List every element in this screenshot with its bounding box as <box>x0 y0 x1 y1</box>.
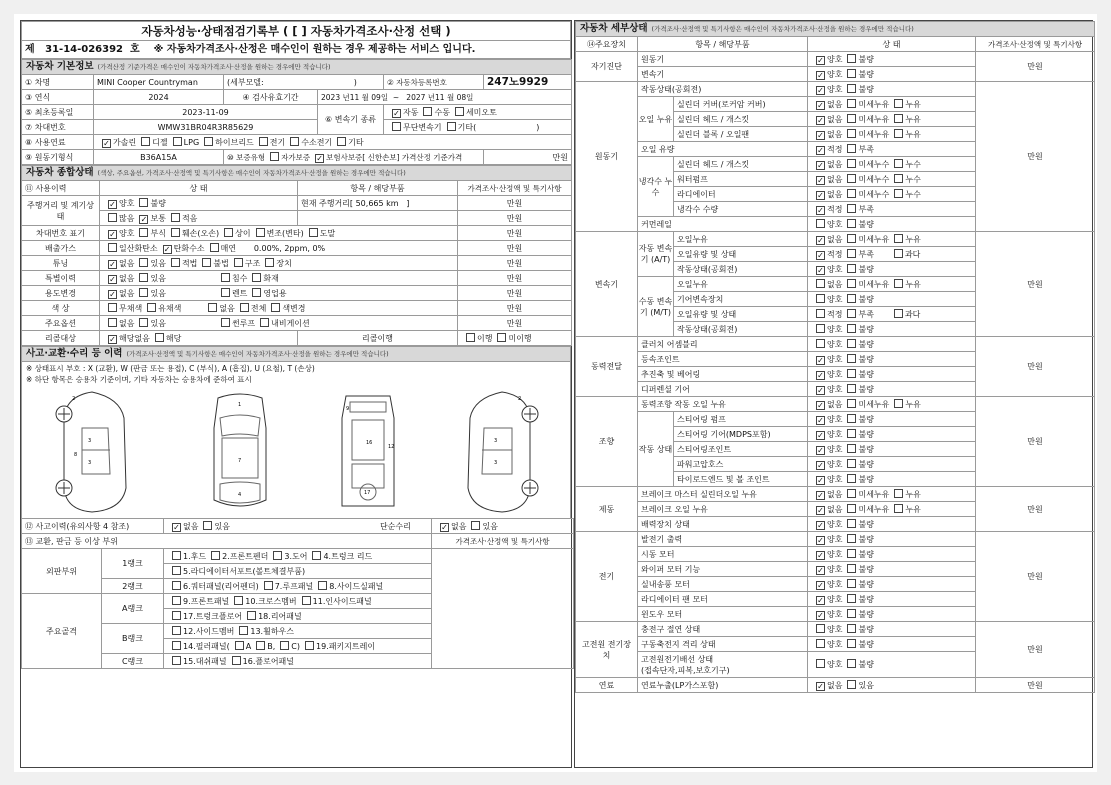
accident-heading: 사고·교환·수리 등 이력 (가격조사·산정액 및 특기사항은 매수인이 자동차가격조사·산정을 원하는 경우에만 적습니다) <box>22 347 571 362</box>
checkbox[interactable] <box>847 69 856 78</box>
svg-text:7: 7 <box>238 458 242 464</box>
checkbox[interactable] <box>221 273 230 282</box>
checkbox[interactable] <box>847 264 856 273</box>
checkbox[interactable] <box>392 122 401 131</box>
checkbox[interactable] <box>312 551 321 560</box>
checkbox[interactable] <box>440 523 449 532</box>
checkbox[interactable] <box>816 324 825 333</box>
checkbox[interactable] <box>847 594 856 603</box>
registration-number: 247노9929 <box>484 75 572 90</box>
car-diagram-area <box>21 386 571 518</box>
checkbox[interactable] <box>816 266 825 275</box>
checkbox[interactable] <box>816 596 825 605</box>
checkbox[interactable] <box>847 234 856 243</box>
checkbox[interactable] <box>240 303 249 312</box>
engine-type: B36A15A <box>94 150 224 165</box>
checkbox[interactable] <box>847 579 856 588</box>
overall-status-heading: 자동차 종합상태 (색상, 주요옵션, 가격조사·산정액 및 특기사항은 매수인이 자동차가격조사·산정을 원하는 경우에만 적습니다) <box>22 166 572 181</box>
checkbox[interactable] <box>847 489 856 498</box>
checkbox[interactable] <box>894 234 903 243</box>
checkbox[interactable] <box>163 245 172 254</box>
checkbox[interactable] <box>816 309 825 318</box>
checkbox[interactable] <box>816 624 825 633</box>
checkbox[interactable] <box>270 152 279 161</box>
checkbox[interactable] <box>847 369 856 378</box>
accident-table: 사고·교환·수리 등 이력 (가격조사·산정액 및 특기사항은 매수인이 자동차가격조사·산정을 원하는 경우에만 적습니다) ※ 상태표시 부호 : X (교환), W (판금 또는 용접), C (부식), A (흠집), U (요철), T (손상) ※ 하단 항목은 승용차 기준이며, 기타 자동차는 승용차에 준하여 표시 <box>21 346 571 386</box>
checkbox[interactable] <box>455 107 464 116</box>
checkbox[interactable] <box>202 258 211 267</box>
checkbox[interactable] <box>239 626 248 635</box>
checkbox[interactable] <box>234 258 243 267</box>
checkbox[interactable] <box>816 279 825 288</box>
svg-text:4: 4 <box>238 492 242 498</box>
record-no-label: 제 <box>25 44 35 55</box>
checkbox[interactable] <box>894 174 903 183</box>
checkbox[interactable] <box>847 659 856 668</box>
svg-text:2: 2 <box>518 396 522 402</box>
checkbox[interactable] <box>816 294 825 303</box>
checkbox[interactable] <box>847 414 856 423</box>
svg-text:17: 17 <box>364 490 371 496</box>
checkbox[interactable] <box>816 446 825 455</box>
checkbox[interactable] <box>309 228 318 237</box>
svg-text:9: 9 <box>346 406 350 412</box>
checkbox[interactable] <box>273 551 282 560</box>
checkbox[interactable] <box>208 303 217 312</box>
checkbox[interactable] <box>847 519 856 528</box>
checkbox[interactable] <box>108 243 117 252</box>
checkbox[interactable] <box>847 54 856 63</box>
checkbox[interactable] <box>894 399 903 408</box>
basic-info-table: 자동차 기본정보 (가격산정 기준가격은 매수인이 자동차가격조사·산정을 원하는 경우에만 적습니다) ① 차명 MINI Cooper Countryman (세부모델: ) ② 자동차등록번호 247노9929 ③ 연식 2024 ④ 검사유효기간 2023 년11 월 09일 ~ 2027 년11 월 08일 ⑤ 최초등록일 2023-11-09 ⑥ 변속기 종류 ✓자동 수동 세미오토 ⑦ 차대번호 WMW31BR04R3R85629 무단변속기 기타( ) ⑧ 사용연료 ✓ 가솔린 디젤 LPG 하이브리드 전기 수소전기 기타 ⑨ 원동기형식 B36A15A ⑩ 보증유형 자가보증✓ 보험사보증[ 신한손보] 가격산정 기준가격 만원 <box>21 59 572 165</box>
checkbox[interactable] <box>816 611 825 620</box>
checkbox[interactable] <box>235 641 244 650</box>
checkbox[interactable] <box>894 159 903 168</box>
checkbox[interactable] <box>847 219 856 228</box>
checkbox[interactable] <box>847 279 856 288</box>
checkbox[interactable] <box>847 159 856 168</box>
checkbox[interactable] <box>256 228 265 237</box>
checkbox[interactable] <box>816 56 825 65</box>
checkbox[interactable] <box>252 273 261 282</box>
checkbox[interactable] <box>139 288 148 297</box>
checkbox[interactable] <box>894 279 903 288</box>
svg-text:3: 3 <box>494 438 498 444</box>
accident-history-table: ⑫ 사고이력(유의사항 4 참조) ✓ 없음 있음 단순수리 ✓ 없음 있음 ⑬ 교환, 판금 등 이상 부위 가격조사·산정액 및 특기사항 외판부위 1랭크 1.후드 2.프론트펜더 3.도어 4.트렁크 리드 5.라디에이터서포트(볼트체결부품) 2랭크 6.쿼터패널(리어펜더) 7.루프패널 8.사이드실패널 주요골격 A랭크 9.프론트패널 10.크로스멤버 11.인사이드패널 17.트렁크플로어 18.리어패널 B랭크 12.사이드멤버 13.휠하우스 14.필러패널( A B, C) 19.패키지트레이 C랭크 15.대쉬패널 16.플로어패널 <box>21 518 574 669</box>
checkbox[interactable] <box>497 333 506 342</box>
checkbox[interactable] <box>315 154 324 163</box>
checkbox[interactable] <box>816 236 825 245</box>
record-no: 31-14-026392 <box>45 44 124 55</box>
checkbox[interactable] <box>264 581 273 590</box>
header-table: 자동차성능·상태점검기록부 ( [ ] 자동차가격조사·산정 선택 ) 제 31-14-026392 호 ※ 자동차가격조사·산정은 매수인이 원하는 경우 제공하는 서비스 입니다. <box>21 21 571 59</box>
checkbox[interactable] <box>171 228 180 237</box>
checkbox[interactable] <box>816 639 825 648</box>
model-year: 2024 <box>94 90 224 105</box>
svg-text:2: 2 <box>72 396 76 402</box>
checkbox[interactable] <box>172 656 181 665</box>
checkbox[interactable] <box>139 215 148 224</box>
checkbox[interactable] <box>139 318 148 327</box>
checkbox[interactable] <box>847 399 856 408</box>
car-right-side-diagram <box>462 388 542 516</box>
checkbox[interactable] <box>816 219 825 228</box>
checkbox[interactable] <box>139 258 148 267</box>
checkbox[interactable] <box>816 491 825 500</box>
checkbox[interactable] <box>108 213 117 222</box>
checkbox[interactable] <box>247 611 256 620</box>
checkbox[interactable] <box>265 258 274 267</box>
checkbox[interactable] <box>172 641 181 650</box>
checkbox[interactable] <box>224 228 233 237</box>
checkbox[interactable] <box>139 273 148 282</box>
checkbox[interactable] <box>337 137 346 146</box>
checkbox[interactable] <box>280 641 289 650</box>
svg-text:3: 3 <box>494 460 498 466</box>
checkbox[interactable] <box>232 656 241 665</box>
checkbox[interactable] <box>221 318 230 327</box>
checkbox[interactable] <box>423 107 432 116</box>
checkbox[interactable] <box>816 131 825 140</box>
checkbox[interactable] <box>847 680 856 689</box>
checkbox[interactable] <box>816 251 825 260</box>
checkbox[interactable] <box>847 309 856 318</box>
checkbox[interactable] <box>816 191 825 200</box>
checkbox[interactable] <box>847 429 856 438</box>
checkbox[interactable] <box>108 230 117 239</box>
checkbox[interactable] <box>894 99 903 108</box>
checkbox[interactable] <box>172 523 181 532</box>
checkbox[interactable] <box>816 416 825 425</box>
checkbox[interactable] <box>847 639 856 648</box>
checkbox[interactable] <box>847 564 856 573</box>
checkbox[interactable] <box>816 401 825 410</box>
checkbox[interactable] <box>173 137 182 146</box>
checkbox[interactable] <box>894 309 903 318</box>
checkbox[interactable] <box>847 609 856 618</box>
checkbox[interactable] <box>211 551 220 560</box>
checkbox[interactable] <box>816 206 825 215</box>
vin: WMW31BR04R3R85629 <box>94 120 318 135</box>
checkbox[interactable] <box>305 641 314 650</box>
checkbox[interactable] <box>847 459 856 468</box>
car-name: MINI Cooper Countryman <box>94 75 224 90</box>
checkbox[interactable] <box>847 174 856 183</box>
checkbox[interactable] <box>816 431 825 440</box>
svg-text:16: 16 <box>366 440 373 446</box>
car-underbody-diagram <box>328 388 408 516</box>
checkbox[interactable] <box>816 551 825 560</box>
svg-text:8: 8 <box>74 452 78 458</box>
checkbox[interactable] <box>302 596 311 605</box>
checkbox[interactable] <box>816 86 825 95</box>
checkbox[interactable] <box>816 581 825 590</box>
checkbox[interactable] <box>816 371 825 380</box>
checkbox[interactable] <box>816 659 825 668</box>
checkbox[interactable] <box>816 356 825 365</box>
basic-info-heading: 자동차 기본정보 (가격산정 기준가격은 매수인이 자동차가격조사·산정을 원하는 경우에만 적습니다) <box>22 60 572 75</box>
checkbox[interactable] <box>108 335 117 344</box>
checkbox[interactable] <box>171 258 180 267</box>
checkbox[interactable] <box>847 384 856 393</box>
checkbox[interactable] <box>392 109 401 118</box>
left-column <box>20 20 572 768</box>
detail-status-heading: 자동차 세부상태 (가격조사·산정액 및 특기사항은 매수인이 자동차가격조사·산정을 원하는 경우에만 적습니다) <box>576 22 1095 37</box>
checkbox[interactable] <box>466 333 475 342</box>
checkbox[interactable] <box>847 294 856 303</box>
checkbox[interactable] <box>139 198 148 207</box>
checkbox[interactable] <box>816 682 825 691</box>
checkbox[interactable] <box>847 444 856 453</box>
emission-values: 0.00%, 2ppm, 0% <box>253 243 326 253</box>
checkbox[interactable] <box>171 213 180 222</box>
checkbox[interactable] <box>260 318 269 327</box>
checkbox[interactable] <box>847 84 856 93</box>
document-title: 자동차성능·상태점검기록부 ( [ ] 자동차가격조사·산정 선택 ) <box>22 22 571 41</box>
checkbox[interactable] <box>471 521 480 530</box>
checkbox[interactable] <box>894 249 903 258</box>
checkbox[interactable] <box>172 611 181 620</box>
checkbox[interactable] <box>847 504 856 513</box>
first-registration-date: 2023-11-09 <box>94 105 318 120</box>
inspection-record-page <box>14 14 1097 772</box>
checkbox[interactable] <box>252 288 261 297</box>
car-left-side-diagram <box>52 388 132 516</box>
checkbox[interactable] <box>847 624 856 633</box>
overall-status-table: 자동차 종합상태 (색상, 주요옵션, 가격조사·산정액 및 특기사항은 매수인이 자동차가격조사·산정을 원하는 경우에만 적습니다) ⑪ 사용이력 상 태 항목 / 해당부품 가격조사·산정액 및 특기사항 주행거리 및 계기상태 ✓양호 불량 현재 주행거리[ 50,665 km ] 만원 많음✓ 보통 적음 만원 차대번호 표기 ✓ 양호 부식 훼손(오손) 상이 변조(변타) 도말 만원 배출가스 일산화탄소✓ 탄화수소 매연 0.00%, 2ppm, 0% 만원 튜닝 ✓ 없음 있음 적법 불법 구조 장치 만원 특별이력 ✓ 없음 있음 침수 화재 만원 용도변경 ✓ 없음 있음 렌트 영업용 만원 색 상 무채색 유채색 없음 전체 색변경 만원 주요옵션 없음 있음 썬루프 내비게이션 만원 리콜대상 ✓ 해당없음 해당 리콜이행 이행 미이행 <box>21 165 572 346</box>
checkbox[interactable] <box>847 189 856 198</box>
checkbox[interactable] <box>172 626 181 635</box>
checkbox[interactable] <box>816 566 825 575</box>
checkbox[interactable] <box>204 137 213 146</box>
checkbox[interactable] <box>847 534 856 543</box>
checkbox[interactable] <box>108 275 117 284</box>
checkbox[interactable] <box>894 489 903 498</box>
checkbox[interactable] <box>816 461 825 470</box>
checkbox[interactable] <box>108 290 117 299</box>
checkbox[interactable] <box>894 114 903 123</box>
checkbox[interactable] <box>102 139 111 148</box>
checkbox[interactable] <box>847 129 856 138</box>
checkbox[interactable] <box>155 333 164 342</box>
checkbox[interactable] <box>108 200 117 209</box>
detail-status-table: 자동차 세부상태 (가격조사·산정액 및 특기사항은 매수인이 자동차가격조사·산정을 원하는 경우에만 적습니다) ⑭주요장치 항목 / 해당부품 상 태 가격조사·산정액 및 특기사항 자기진단 원동기 ✓ 양호 불량 만원 변속기 ✓ 양호 불량 원동기 작동상태(공회전) ✓ 양호 불량 만원 오일 누유 실린더 커버(로커암 커버) ✓ 없음 미세누유 누유 실린더 헤드 / 개스킷 ✓ 없음 미세누유 누유 실린더 블록 / 오일팬 ✓ 없음 미세누유 누유 오일 유량 ✓ 적정 부족 냉각수 누수 실린더 헤드 / 개스킷 ✓ 없음 미세누수 누수 워터펌프 ✓ 없음 미세누수 누수 라디에이터 ✓ 없음 미세누수 누수 냉각수 수량 ✓ 적정 부족 커먼레일 양호 불량 변속기 자동 변속기 (A/T) 오일누유 ✓ 없음 미세누유 누유 만원 오일유량 및 상태 ✓ 적정 부족 과다 작동상태(공회전) ✓ 양호 불량 수동 변속기 (M/T) 오일누유 없음 미세누유 누유 기어변속장치 양호 불량 오일유량 및 상태 적정 부족 과다 작동상태(공회전) 양호 불량 동력전달 클러치 어셈블리 양호 불량 만원 등속조인트 ✓ 양호 불량 추진축 및 베어링 ✓ 양호 불량 디퍼렌셜 기어 ✓ 양호 불량 조향 동력조향 작동 오일 누유 ✓ 없음 미세누유 누유 만원 작동 상태 스티어링 펌프 ✓ 양호 불량 스티어링 기어(MDPS포함) ✓ 양호 불량 스티어링조인트 ✓ 양호 불량 파워고압호스 ✓ 양호 불량 타이로드엔드 및 볼 조인트 ✓ 양호 불량 제동 브레이크 마스터 실린더오일 누유 ✓ 없음 미세누유 누유 만원 브레이크 오일 누유 ✓ 없음 미세누유 누유 배력장치 상태 ✓ 양호 불량 전기 발전기 출력 ✓ 양호 불량 만원 시동 모터 ✓ 양호 불량 와이퍼 모터 기능 ✓ 양호 불량 실내송풍 모터 ✓ 양호 불량 라디에이터 팬 모터 ✓ 양호 불량 윈도우 모터 ✓ 양호 불량 고전원 전기장치 충전구 절연 상태 양호 불량 만원 구동축전지 격리 상태 양호 불량 고전원전기배선 상태 (접속단자,피복,보호기구) 양호 불량 연료 연료누출(LP가스포함) ✓ 없음 있음 만원 <box>575 21 1095 693</box>
checkbox[interactable] <box>847 114 856 123</box>
checkbox[interactable] <box>847 354 856 363</box>
checkbox[interactable] <box>847 549 856 558</box>
checkbox[interactable] <box>318 581 327 590</box>
checkbox[interactable] <box>108 260 117 269</box>
checkbox[interactable] <box>816 386 825 395</box>
checkbox[interactable] <box>816 146 825 155</box>
checkbox[interactable] <box>172 581 181 590</box>
checkbox[interactable] <box>816 536 825 545</box>
checkbox[interactable] <box>816 71 825 80</box>
car-top-front-diagram <box>200 388 280 516</box>
checkbox[interactable] <box>172 596 181 605</box>
checkbox[interactable] <box>256 641 265 650</box>
svg-text:3: 3 <box>88 460 92 466</box>
checkbox[interactable] <box>847 474 856 483</box>
checkbox[interactable] <box>221 288 230 297</box>
svg-text:3: 3 <box>88 438 92 444</box>
checkbox[interactable] <box>271 303 280 312</box>
checkbox[interactable] <box>847 324 856 333</box>
checkbox[interactable] <box>290 137 299 146</box>
checkbox[interactable] <box>894 129 903 138</box>
checkbox[interactable] <box>816 339 825 348</box>
checkbox[interactable] <box>108 318 117 327</box>
checkbox[interactable] <box>816 101 825 110</box>
checkbox[interactable] <box>847 204 856 213</box>
checkbox[interactable] <box>894 504 903 513</box>
svg-text:12: 12 <box>388 444 395 450</box>
checkbox[interactable] <box>141 137 150 146</box>
checkbox[interactable] <box>203 521 212 530</box>
checkbox[interactable] <box>172 551 181 560</box>
checkbox[interactable] <box>847 144 856 153</box>
checkbox[interactable] <box>847 249 856 258</box>
checkbox[interactable] <box>447 122 456 131</box>
mileage-value: 50,665 km <box>355 198 399 208</box>
svg-text:1: 1 <box>238 402 242 408</box>
checkbox[interactable] <box>108 303 117 312</box>
service-notice: ※ 자동차가격조사·산정은 매수인이 원하는 경우 제공하는 서비스 입니다. <box>153 44 476 55</box>
checkbox[interactable] <box>847 99 856 108</box>
checkbox[interactable] <box>259 137 268 146</box>
checkbox[interactable] <box>816 161 825 170</box>
right-column <box>574 20 1093 768</box>
checkbox[interactable] <box>172 566 181 575</box>
checkbox[interactable] <box>210 243 219 252</box>
checkbox[interactable] <box>847 339 856 348</box>
checkbox[interactable] <box>147 303 156 312</box>
checkbox[interactable] <box>816 116 825 125</box>
checkbox[interactable] <box>234 596 243 605</box>
checkbox[interactable] <box>816 176 825 185</box>
checkbox[interactable] <box>894 189 903 198</box>
checkbox[interactable] <box>816 521 825 530</box>
checkbox[interactable] <box>816 476 825 485</box>
checkbox[interactable] <box>816 506 825 515</box>
checkbox[interactable] <box>139 228 148 237</box>
